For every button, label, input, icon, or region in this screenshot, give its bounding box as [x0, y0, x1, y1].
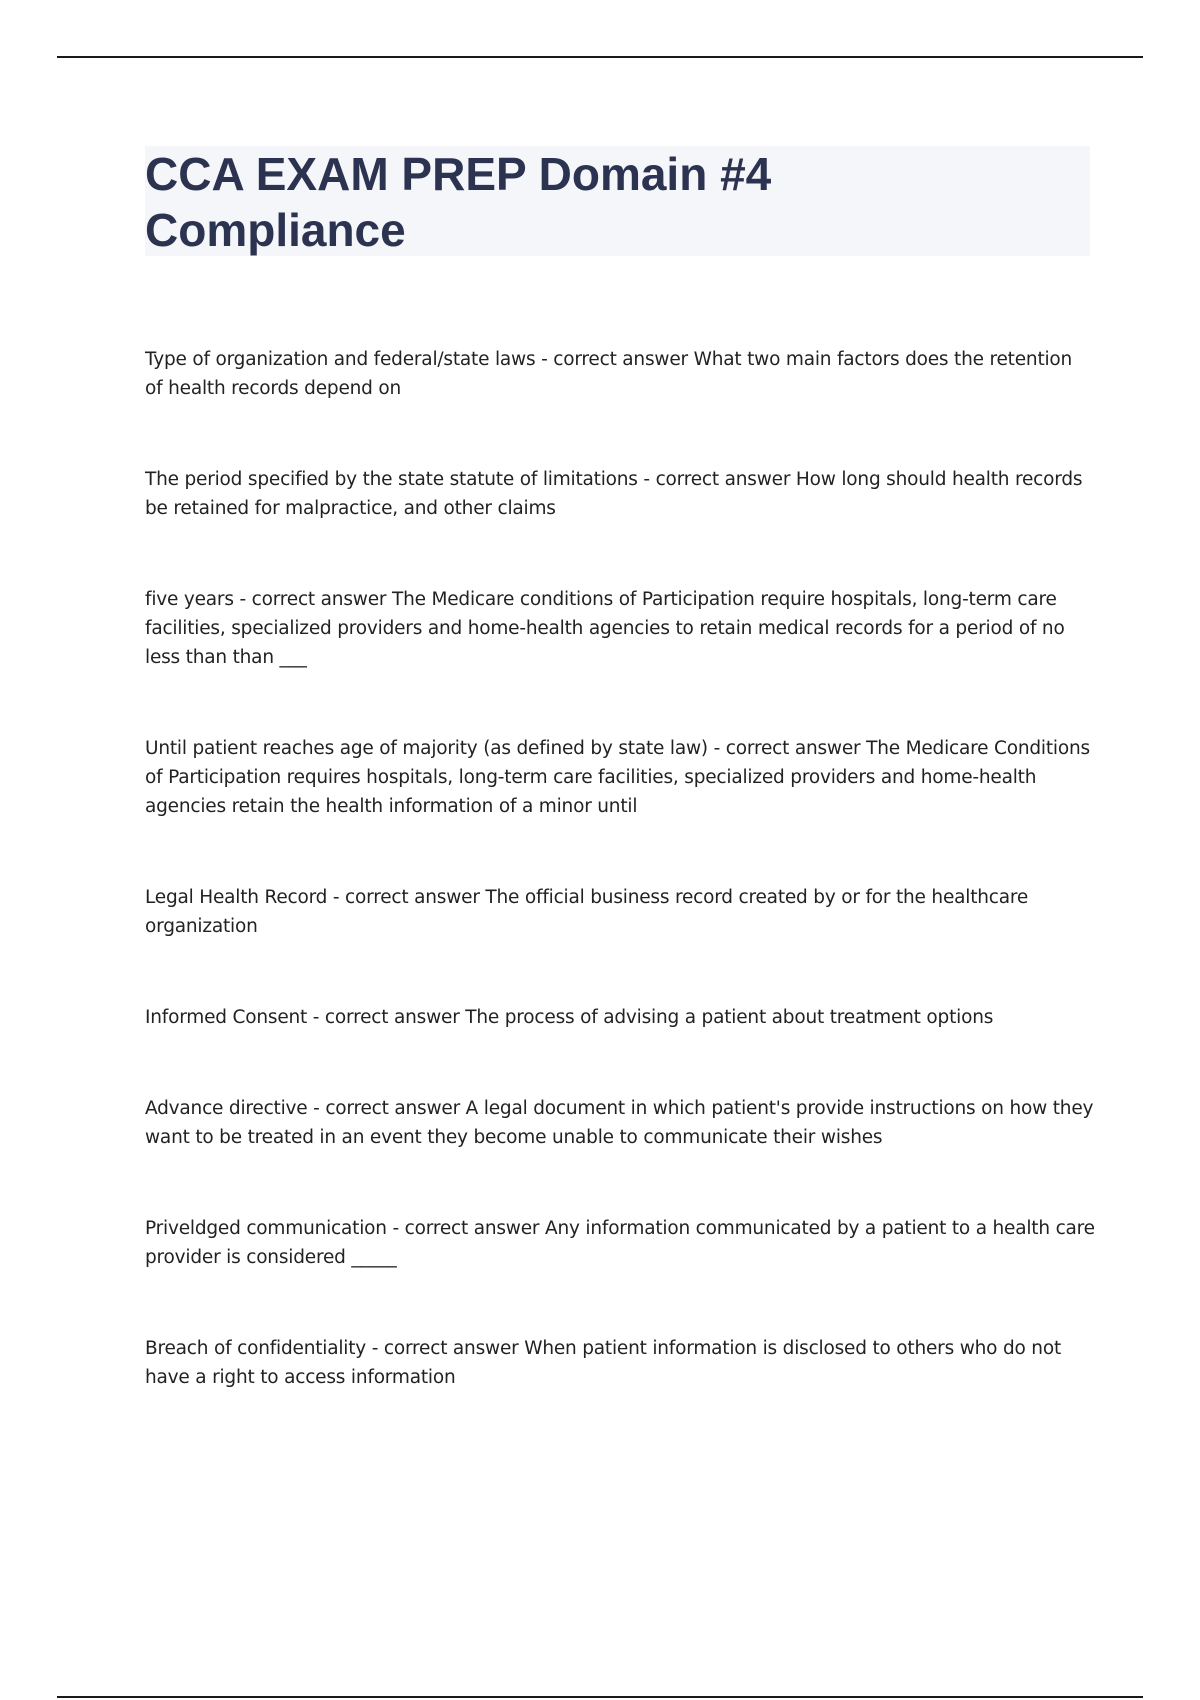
qa-item: Type of organization and federal/state laws - correct answer What two main factors does the retention of health records depend on [145, 349, 1073, 399]
qa-item: Advance directive - correct answer A legal document in which patient's provide instructions on how they want to be treated in an event they become unable to communicate their wishes [145, 1098, 1094, 1148]
page-bottom-rule [57, 1696, 1143, 1698]
qa-item: Legal Health Record - correct answer The official business record created by or for the healthcare organization [145, 887, 1029, 937]
qa-item: five years - correct answer The Medicare conditions of Participation require hospitals, long-term care facilities, specialized providers and home-health agencies to retain medical records for a period of no less than than ___ [145, 589, 1065, 668]
page-top-rule [57, 56, 1143, 58]
title-block [145, 146, 1090, 256]
page-title: CCA EXAM PREP Domain #4 Compliance [145, 148, 772, 256]
qa-item: Breach of confidentiality - correct answer When patient information is disclosed to others who do not have a right to access information [145, 1338, 1062, 1388]
qa-list [145, 345, 1095, 1392]
qa-item: The period specified by the state statute of limitations - correct answer How long should health records be retained for malpractice, and other claims [145, 469, 1083, 519]
qa-item: Informed Consent - correct answer The process of advising a patient about treatment options [145, 1007, 994, 1028]
qa-item: Priveldged communication - correct answer Any information communicated by a patient to a health care provider is considered _____ [145, 1218, 1095, 1268]
qa-item: Until patient reaches age of majority (as defined by state law) - correct answer The Medicare Conditions of Participation requires hospitals, long-term care facilities, specialized providers and home-health agencies retain the health information of a minor until [145, 738, 1090, 817]
